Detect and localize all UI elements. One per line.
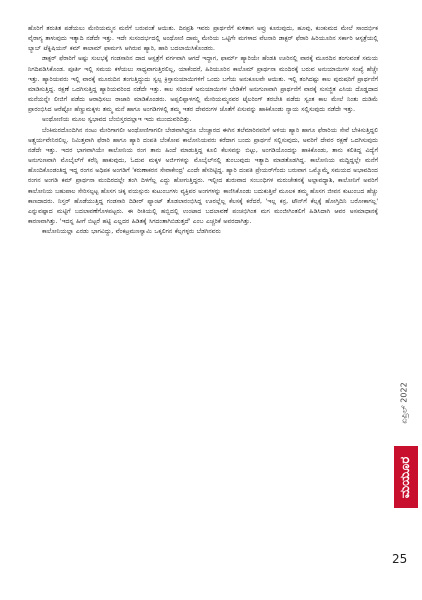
article-paragraph: ಹೊರಿಗೆ ತರುತಿತ ಪಡೆಯಲು ಮೇರಿಯಮ್ಮನ ಮನೆಗೆ ಬರುವಂತೆ ಆಯಿತು. ದಿನಪ್ರಶಿ ಇವರು ಪ್ರಾರ್ಥನೆಗೆ ಕುಳಿತಾಗ ಅವ್ರು ಕೂರುವುದು, ಹೂವು, ಕುಂಕುಮದ ಮೇಲೆ ಸಾಂದರ್ಭಿಕ ವೈರಾಗ್ಯ ತಾಳುವುದು ಇತ್ಯಾದಿ ನಡೆದೇ ಇತ್ತು. ಇದೇ ಸುಸಂದರ್ಭದಲ್ಲಿ ಅಂಥೋಣಿ ದಾಮ್ಮ ಮೇರಿಯ ಒಟ್ಟಿಗೇ ಮಗಳಾದ ವೆಲನಾರಿ ಡಾಕ್ಟರ್ ಫೆರಾರಿ ಹಿರಿಯೂರಿನ ಸರ್ಕಾರಿ ಆಸ್ಪತ್ರೆಯಲ್ಲಿ ಲ್ಯಾಬ್ ಟೆಕ್ನಿಷಿಯನ್ ಕಮ್ ಕಾಲಾಮ್ ಫಾರ್ಮಸಿ ಆಗಿರುವ ಹ್ಯಾರಿ, ಹಾರಿ ಬದಲಾಯಿಸಿಕೊಂಡರು. — [28, 25, 378, 53]
issue-date-text: ಏಪ್ರಿಲ್ 2022 — [400, 382, 410, 424]
magazine-logo — [394, 446, 418, 508]
page-number: 25 — [392, 552, 408, 566]
magazine-name: ಮಯೂರ — [398, 456, 414, 498]
article-paragraph: ಡಾಕ್ಟರ್ ಫೆರಾರಿಗೆ ಅಷ್ಟು ಸುಲಭಕ್ಕೆ ಗಂಡಸಾರಿನ ದಾದ ಆಸ್ಪತ್ರೆಗೆ ವರ್ಗವಾಗಿ ಆಗದೆ ಇದ್ದಾಗ, ಫಾರ್ಮ್ ಹ್ಯಾರಿಯೇ ಹೆಂಡತಿ ಊರಿನಲ್ಲಿ ವಾರಕ್ಕೆ ಮೂರದಿನ ತಂಗುವಂತೆ ಸಮಯ ನಿಗದಿಪಡಿಸಿಕೊಂಡ. ಪೂರ್ತಿ ಇಲ್ಲಿ ಸಮಯ ಕಳೆಯಲು ಸಾಧ್ಯವಾಗುತ್ತಿರಲಿಲ್ಲ, ಯಾಕೆಂದರೆ, ಹಿರಿಯೂರಿನ ಕಾಲೊಮ್ ಪ್ರಾರ್ಥನಾ ಮಂದಿರಕ್ಕೆ ಬರುವ ಅನುಯಾಯಿಗಳ ಸಂಖ್ಯೆ ಹೆಚ್ಚೇ ಇತ್ತು. ಹ್ಯಾರಿಯವರು ಇಲ್ಲಿ ವಾರಕ್ಕೆ ಮೂರುದಿನ ತಂಗುತ್ತಿದ್ದುದು ಸ್ವಲ್ಪ ಕ್ರಿಸ್ತಾನುಯಾಯಿಗಳಿಗೆ ಒಂದು ಬಗೆಯ ಅನುಕೂಲವೇ ಆಯಿತು. ಇಲ್ಲಿ ತಂಗಿದಷ್ಟು ಕಾಲ ಪುರುಷರಿಗೆ ಪ್ರಾರ್ಥನೆಗೆ ಮಾಡಿಸುತ್ತಿದ್ದ. ರಕ್ಷಣೆ ಒದಗಿಸುತ್ತಿದ್ದ ಹ್ಯಾರಿಯವರಿಂದ ನಡೆದೇ ಇತ್ತು. ಕಾಲ ಸರಿದಂತೆ ಅನುಯಾಯಿಗಳ ಬೇಡಿಕೆಗೆ ಅನುಗುಣವಾಗಿ ಪ್ರಾರ್ಥನೆಗೆ ವಾರಕ್ಕೆ ಸುಸಜ್ಜಿತ ಎಸಿಯ ದೊಡ್ಡದಾದ ಮನೆಯನ್ನೇ ಲೀಜಿಗೆ ಪಡೆದು ಆರಾಧಿಸಲು ರಾಜಾರಿ ಮಾಡಿಕೊಂಡರು. ಅಪ್ಪಲಿಪ್ಪಾಳಗಲ್ಲಿ ಮೇರಿಯಮ್ಮನವರ ಟೈಲರಿಂಗ್ ತರಬೇತಿ ಪಡೆದು ಸ್ವಂತ ಕಾಲ ಮೇಲೆ ನಿಂತು ದುಡಿಮೆ ಪ್ರಾರಂಭಿಸಿದ ಆರೆಷ್ಟೋ ಹೆಣ್ಣುಮಕ್ಕಳು ತಮ್ಮ ಮನೆ ಹಾಗೂ ಅಂಗಡಿಗಳಲ್ಲಿ ತಮ್ಮ ಇತರ ದೇವರುಗಳ ಜೊತೆಗೆ ಏಸುವನ್ನು ಹಾಕಿಕೊಂಡು ನ್ಯಾಯ ಸಲ್ಲಿಸುವುದು ನಡೆದೇ ಇತ್ತು. — [28, 55, 378, 114]
article-body — [28, 24, 378, 580]
article-paragraph: ಅಂಥೋಣಿಯ ಮೂಲ ಸ್ವಭಾವದ ಬೆಂಬಿಸ್ತರದಲ್ಲಾಇ ಇದು ಮುಂದುವರಿದಿತ್ತು. — [42, 116, 192, 124]
issue-date-label — [398, 370, 412, 436]
article-paragraph: ಕಾಲೋನಿಯಲ್ಲಾ ಎರಡು ಭಾಗವಿದ್ದು, ವೆಂಕಟ್ರಮಣಸ್ವಾಮಿ ಒಕ್ಕಲಿಗನ ಕೆಲ್ಸಗಳ್ಳರು ಬೆಡಗಿನವರು — [42, 228, 221, 236]
article-paragraph: ಬೆಂಕಿಮರದೊಂದಿಗಿನ ನಂಟು ಮೇರಿಗಾಗಲೀ ಅಂಥೋಣಿಗಾಗಲೀ ಬೇಡವಾಗಿದ್ದರೂ ಬೆಂಚ್ಚಾರದ ಈಗಿನ ತಲೆಮಾರಿನವರಿಗೆ ಅಳಿಯ ಹ್ಯಾರಿ ಹಾಗೂ ಫೆರಾರಿಯ ಸೇವೆ ಬೇಕಿಸುತ್ತಿದ್ದಲಿ ಅಶ್ಚರ್ಯವೇನಿರಲಿಲ್ಲ. ನಿಮಿತ್ತವಾಗಿ ಫೆರಾರಿ ಹಾಗೂ ಹ್ಯಾರಿ ದಂಪತಿ ಬೆಂಕೋಪ ಕಾಲೋನಿಯವರು ಕರೆದಾಗ ಬಂದು ಪ್ರಾರ್ಥನೆ ಸಲ್ಲಿಸುವುದು, ಅವರಿಗೆ ದೇವರ ರಕ್ಷಣೆ ಒದಗಿಸುವುದು ನಡೆದೇ ಇತ್ತು. ಇದರ ಭಾಗವಾಗಿಯೇ ಕಾಲೋನಿಯ ರಂಗ ತಾನು ಹಿಂದೆ ಮಾಡುತ್ತಿದ್ದ ಕೂಲಿ ಕೆಲಸವನ್ನು ಬಿಟ್ಟು, ಅಂಗಡಿಯೊಂದನ್ನು ಹಾಕಿಕೊಂಡು, ತಾನು ಕಲಿತಿದ್ದ ವಿದ್ಯೆಗೆ ಅನುಗುಣವಾಗಿ ಮೊಬೈಲ್‌ಗೆ ಕರೆನ್ಸಿ ಹಾಕುವುದು, ಓದುವ ಮಕ್ಕಳ ಅರ್ಜಿಗಳನ್ನು ಮೊಬೈಲ್‌ನಲ್ಲಿ ತುಂಬುವುದು ಇತ್ಯಾದಿ ಮಾಡತೊಡಗಿದ್ದ. ಕಾಲೋನಿಯ ಮದ್ದಿದ್ದಲ್ಲೇ ಮನೆಗೆ ಹೊಂದಿಕೊಂಡಂತಿದ್ದ ಇದ್ದ ರಂಗನ ಅಧಿಪಕ ಅಂಗಡಿಗೆ 'ಕರುಣಾಕರನ ಸೇವಾಕೇಂದ್ರ' ಎಂದೇ ಹೆಸರಿಟ್ಟಿದ್ದ. ಹ್ಯಾರಿ ದಂಪತಿ ಪ್ರೇಯರ್‌ಗೆಂದು ಬರುವಾಗ ಒಮ್ಮೊಮ್ಮೆ ಸಮಯದ ಅಭಾವದಿಂದ ರಂಗನ ಅಂಗಡಿ ಕಮ್ ಪ್ರಾರ್ಥನಾ ಮಂದಿರದಲ್ಲೇ ತಂಗಿ ದಿಳಗೆಲ್ಲ ಎದ್ದು ಹೋಗುತ್ತಿದ್ದರು. ಇಲ್ಲೀದ ಶುರುವಾದ ಸಂಬಂಧಿಗಳ ಮರುಚೇತನಕ್ಕೆ ಅಲ್ಪಾವಧ್ಯಾಶಿ, ಕಾಲೋನಿಗೆ ಅವರಿಗೆ ಕಾಲೋನಿಯ ಬಹುಪಾಲ ಸೇರಿಸಲ್ಪಟ್ಟ ಹೊಸಗ ಚಿಕ್ಕ ವಯಸ್ಸುರು ಕುಟುಂಬಗಳು ವ್ಯಕ್ತಿಪರ ಅಂಗಗಳನ್ನು ಕಾಣಿಸಿಕೊಂಡು ಬದುಕುತ್ತಿವೆ ಮೂಲಕ ತಮ್ಮ ಹೊಸಗ ಜೀವನ ಕುಟುಂಬದ ಹೆಚ್ಚು ಕಾಣದಾದರು. ನಿಸ್ತರ್ ಹೊಡೆಯುತ್ತಿದ್ದ ಗಂಡಸಾರಿ ದಿಡೀರ್ ಫ್ಯಾಂಟ್ ತೊಡಲಾರಂಭಿಸಿದ್ದ ಊರಲ್ಲೆಲ್ಲ ಕೆಲಸಕ್ಕೆ ಕರೆದರೆ, 'ಇಲ್ಲ ಕನ್ರ, ಟೌನ್‌ಗೆ ಕೆಲ್ಸಕ್ಕೆ ಹೋಗ್ತಿದಿನಿ ಬರೋಕಾಗಲ್ಲ' ಎನ್ನುವಷ್ಟಾದ ಮಟ್ಟಿಗೆ ಬದಲಾವಣೆಗೊಳಪಟ್ಟರು. ಈ ರೀತಿಯಲ್ಲಿ ಹಬ್ಬಿದಲ್ಲಿ ಉಂಟಾದ ಬದಲಾವಣೆ ಪಂಚಭಿಗಿಂತ ಮಗ ಮಂಜೀಗಿಂತಲಿಗೆ ಹಿಡಿಸಿದಾಗಿ ಆವರ ಅಸಮಾಧಾನಕ್ಕೆ ಕಾರಣವಾಗಿತ್ತು. 'ಇದನ್ನ ಹೀಗೆ ಬಿಟ್ಟರೆ ಹಟ್ಟಿ ಎಲ್ಲದರ ಹಿಡಿತಕ್ಕೆ ಸಿಗದಂತಾಗಿಬಿಡುತ್ತದೆ' ಎಂಬ ಎಚ್ಚರಿಕೆ ಅವರದಾಗಿತ್ತು. — [28, 126, 378, 225]
